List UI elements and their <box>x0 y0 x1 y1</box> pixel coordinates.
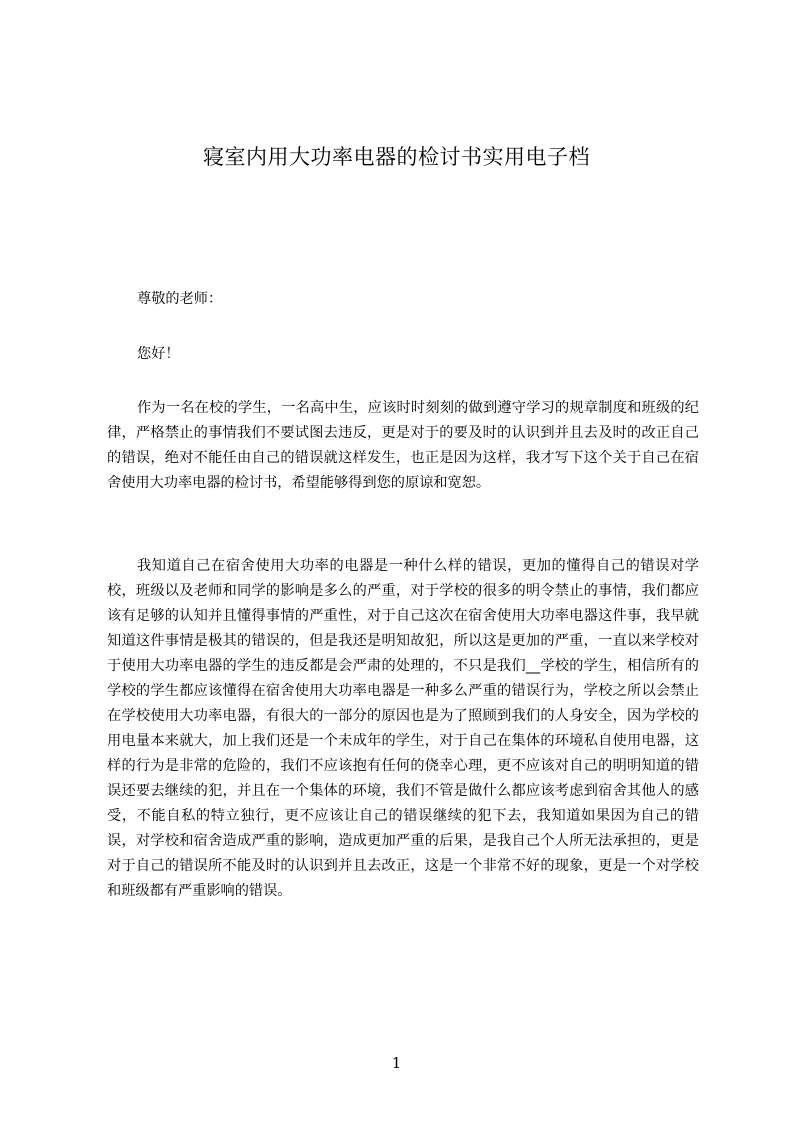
page-number: 1 <box>391 1054 402 1072</box>
greeting: 您好！ <box>137 346 180 362</box>
document-title: 寝室内用大功率电器的检讨书实用电子档 <box>203 145 590 169</box>
body-paragraph-1: 作为一名在校的学生，一名高中生，应该时时刻刻的做到遵守学习的规章制度和班级的纪律，严格禁止的事情我们不要试图去违反，更是对于的要及时的认识到并且去及时的改正自己的错误，绝对不能任由自己的错误就这样发生，也正是因为这样，我才写下这个关于自己在宿舍使用大功率电器的检讨书，希望能够得到您的原谅和宽恕。 <box>107 400 699 491</box>
salutation: 尊敬的老师： <box>137 291 223 307</box>
body-paragraph-2: 我知道自己在宿舍使用大功率的电器是一种什么样的错误，更加的懂得自己的错误对学校，班级以及老师和同学的影响是多么的严重，对于学校的很多的明令禁止的事情，我们都应该有足够的认知并且懂得事情的严重性，对于自己这次在宿舍使用大功率电器这件事，我早就知道这件事情是极其的错误的，但是我还是明知故犯，所以这是更加的严重，一直以来学校对于使用大功率电器的学生的违反都是会严肃的处理的，不只是我们__学校的学生，相信所有的学校的学生都应该懂得在宿舍使用大功率电器是一种多么严重的错误行为，学校之所以会禁止在学校使用大功率电器，有很大的一部分的原因也是为了照顾到我们的人身安全，因为学校的用电量本来就大，加上我们还是一个未成年的学生，对于自己在集体的环境私自使用电器，这样的行为是非常的危险的，我们不应该抱有任何的侥幸心理，更不应该对自己的明明知道的错误还要去继续的犯，并且在一个集体的环境，我们不管是做什么都应该考虑到宿舍其他人的感受，不能自私的特立独行，更不应该让自己的错误继续的犯下去，我知道如果因为自己的错误，对学校和宿舍造成严重的影响，造成更加严重的后果，是我自己个人所无法承担的，更是对于自己的错误所不能及时的认识到并且去改正，这是一个非常不好的现象，更是一个对学校和班级都有严重影响的错误。 <box>107 558 699 899</box>
